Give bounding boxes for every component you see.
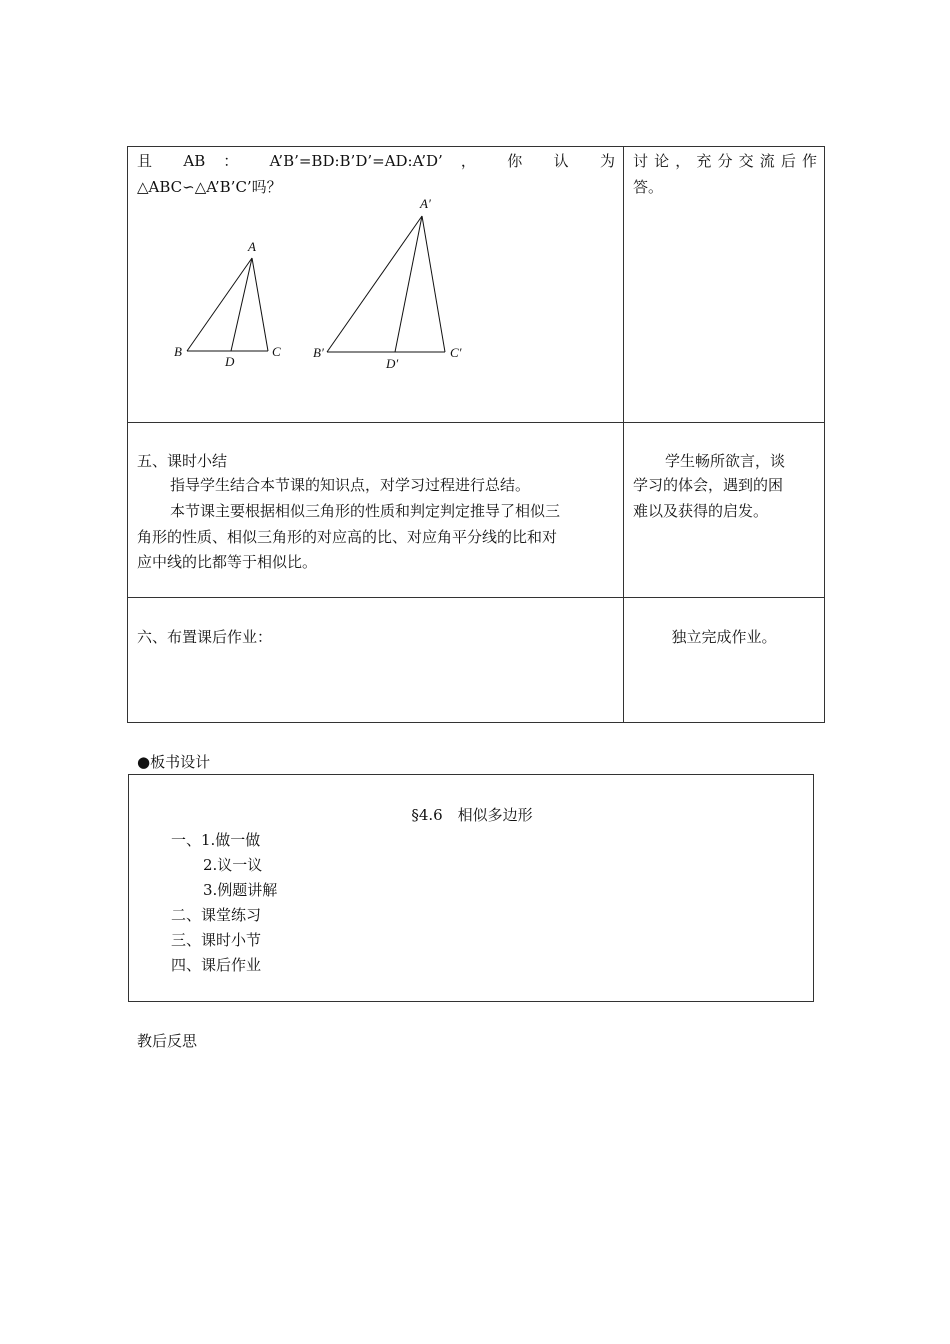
row2-response-line-1: 学生畅所欲言，谈 [665,452,786,470]
summary-heading: 五、课时小结 [137,452,228,470]
table-border [127,146,128,723]
row1-response-line-2: 答。 [633,178,664,196]
summary-paragraph-1: 指导学生结合本节课的知识点，对学习过程进行总结。 [170,476,531,494]
row2-response-line-3: 难以及获得的启发。 [633,502,769,520]
label-c: C [272,344,281,359]
label-a-prime: A′ [420,196,431,211]
row-divider [127,597,825,598]
board-item: 一、1.做一做 [171,831,261,849]
label-b: B [174,344,182,359]
question-line-2: △ABC∽△A’B’C’吗？ [137,178,282,196]
board-title: §4.6 相似多边形 [411,806,533,824]
label-b-prime: B′ [313,345,324,360]
board-item: 3.例题讲解 [203,881,278,899]
large-triangle [327,216,445,352]
question-line-1: 且 AB ： A’B’=BD:B’D’=AD:A’D’ ， 你 认 为 [137,152,615,170]
board-item: 四、课后作业 [171,956,262,974]
board-item: 2.议一议 [203,856,263,874]
board-design-heading: ●板书设计 [137,753,211,771]
label-c-prime: C′ [450,345,462,360]
summary-paragraph-2-line-1: 本节课主要根据相似三角形的性质和判定判定推导了相似三 [170,502,561,520]
table-border [127,146,825,147]
table-border [824,146,825,723]
row-divider [127,422,825,423]
board-design-box [128,774,814,1002]
small-triangle [187,258,268,351]
board-item: 二、课堂练习 [171,906,262,924]
reflection-heading: 教后反思 [137,1032,198,1050]
label-d: D [225,354,235,369]
row2-response-line-2: 学习的体会，遇到的困 [633,476,784,494]
lesson-table [127,146,825,723]
table-border [127,722,825,723]
homework-heading: 六、布置课后作业： [137,628,273,646]
summary-paragraph-2-line-2: 角形的性质、相似三角形的对应高的比、对应角平分线的比和对 [137,528,558,546]
triangle-figure [167,194,497,374]
summary-paragraph-2-line-3: 应中线的比都等于相似比。 [137,553,318,571]
label-a: A [248,239,256,254]
row1-response-line-1: 讨论，充分交流后作 [633,152,817,170]
label-d-prime: D′ [386,356,399,371]
board-item: 三、课时小节 [171,931,262,949]
homework-response: 独立完成作业。 [671,628,777,646]
